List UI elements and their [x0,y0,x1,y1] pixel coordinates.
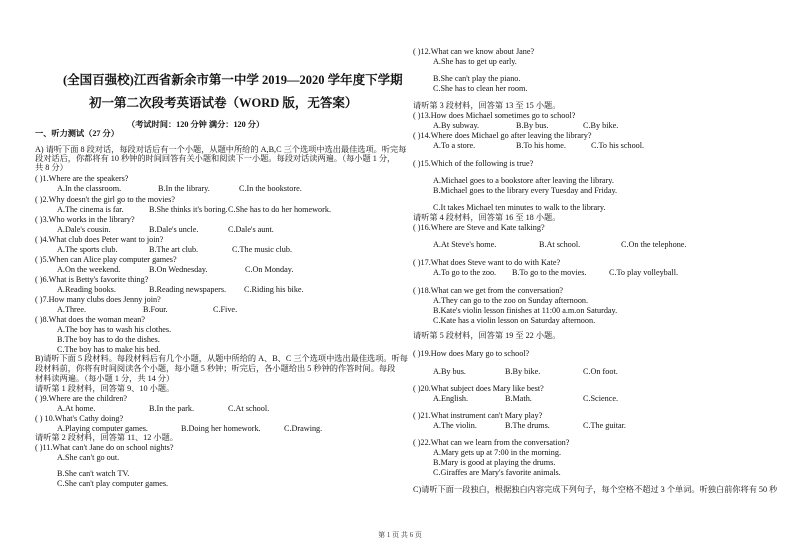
question-14-option-a: A.To a store. [433,141,476,150]
question-21-stem: ( )21.What instrument can't Mary play? [413,411,543,420]
question-12-stem: ( )12.What can we know about Jane? [413,47,535,56]
part-a-instruction-2: 段对话后，你都将有 10 秒钟的时间回答有关小题和阅读下一小题。每段对话读两遍。（每小题 1 分， [35,154,396,163]
question-15-option-c: C.It takes Michael ten minutes to walk to the library. [433,203,606,212]
question-15-option-a: A.Michael goes to a bookstore after leaving the library. [433,176,614,185]
question-17-option-c: C.To play volleyball. [609,268,679,277]
question-3-stem: ( )3.Who works in the library? [35,215,135,224]
material-2-instruction: 请听第 2 段材料，回答第 11、12 小题。 [35,433,178,442]
part-b-instruction-3: 材料读两遍。（每小题 1 分，共 14 分） [35,374,175,383]
question-21-option-c: C.The guitar. [583,421,626,430]
question-8-option-c: C.The boy has to make his bed. [57,345,161,354]
question-21-option-a: A.The violin. [433,421,477,430]
question-20-stem: ( )20.What subject does Mary like best? [413,384,544,393]
question-6-option-b: B.Reading newspapers. [149,285,227,294]
question-11-option-c: C.She can't play computer games. [57,479,169,488]
question-5-option-b: B.On Wednesday. [149,265,208,274]
question-16-option-b: B.At school. [539,240,581,249]
material-3-instruction: 请听第 3 段材料，回答第 13 至 15 小题。 [413,101,561,110]
question-15-option-b: B.Michael goes to the library every Tuesday and Friday. [433,186,618,195]
page-footer: 第 1 页 共 6 页 [378,531,422,539]
question-16-stem: ( )16.Where are Steve and Kate talking? [413,223,545,232]
question-12-option-b: B.She can't play the piano. [433,74,521,83]
material-1-instruction: 请听第 1 段材料，回答第 9、10 小题。 [35,384,175,393]
question-18-option-c: C.Kate has a violin lesson on Saturday afternoon. [433,316,596,325]
part-b-instruction-2: 段材料前，你将有时间阅读各个小题，每小题 5 秒钟；听完后，各小题给出 5 秒钟的作答时间。每段 [35,364,396,373]
part-a-instruction-1: A) 请听下面 8 段对话，每段对话后有一个小题，从题中所给的 A,B,C 三个选项中选出最佳选项。听完每 [35,145,407,154]
question-16-option-a: A.At Steve's home. [433,240,497,249]
question-7-option-a: A.Three. [57,305,87,314]
material-5-instruction: 请听第 5 段材料，回答第 19 至 22 小题。 [413,331,561,340]
question-13-option-b: B.By bus. [516,121,549,130]
question-22-option-c: C.Giraffes are Mary's favorite animals. [433,468,561,477]
question-1-option-a: A.In the classroom. [57,184,122,193]
question-11-stem: ( )11.What can't Jane do on school nights? [35,443,174,452]
question-20-option-a: A.English. [433,394,469,403]
question-1-option-b: B.In the library. [158,184,210,193]
question-14-option-c: C.To his school. [591,141,645,150]
question-3-option-a: A.Dale's cousin. [57,225,111,234]
question-13-stem: ( )13.How does Michael sometimes go to school? [413,111,576,120]
question-10-option-b: B.Doing her homework. [181,424,261,433]
question-17-stem: ( )17.What does Steve want to do with Kate? [413,258,561,267]
question-9-option-b: B.In the park. [149,404,195,413]
part-a-instruction-3: 共 8 分） [35,163,68,172]
question-4-option-a: A.The sports club. [57,245,118,254]
question-12-option-c: C.She has to clean her room. [433,84,528,93]
question-1-stem: ( )1.Where are the speakers? [35,174,129,183]
question-20-option-b: B.Math. [505,394,532,403]
question-22-option-a: A.Mary gets up at 7:00 in the morning. [433,448,562,457]
question-2-option-c: C.She has to do her homework. [228,205,332,214]
question-1-option-c: C.In the bookstore. [239,184,302,193]
question-4-stem: ( )4.What club does Peter want to join? [35,235,164,244]
question-13-option-a: A.By subway. [433,121,480,130]
question-7-option-c: C.Five. [213,305,238,314]
question-14-option-b: B.To his home. [516,141,566,150]
question-4-option-c: C.The music club. [232,245,293,254]
question-10-option-a: A.Playing computer games. [57,424,148,433]
question-3-option-b: B.Dale's uncle. [149,225,199,234]
question-22-stem: ( )22.What can we learn from the conversation? [413,438,570,447]
part-c-instruction: C)请听下面一段独白，根据独白内容完成下列句子，每个空格不超过 3 个单词。听独白前你将有 50 秒 [413,485,778,494]
question-10-stem: ( ) 10.What's Cathy doing? [35,414,124,423]
part-b-instruction-1: B)请听下面 5 段材料。每段材料后有几个小题，从题中所给的 A、B、C 三个选项中选出最佳选项。听每 [35,354,408,363]
question-19-option-b: B.By bike. [505,367,541,376]
question-9-stem: ( )9.Where are the children? [35,394,128,403]
question-7-stem: ( )7.How many clubs does Jenny join? [35,295,161,304]
question-22-option-b: B.Mary is good at playing the drums. [433,458,556,467]
question-8-option-a: A.The boy has to wash his clothes. [57,325,172,334]
question-6-stem: ( )6.What is Betty's favorite thing? [35,275,149,284]
question-19-option-a: A.By bus. [433,367,466,376]
question-5-option-a: A.On the weekend. [57,265,121,274]
section-title: 一、听力测试（27 分） [35,129,119,138]
material-4-instruction: 请听第 4 段材料，回答第 16 至 18 小题。 [413,213,561,222]
question-11-option-a: A.She can't go out. [57,453,120,462]
question-9-option-c: C.At school. [228,404,270,413]
question-14-stem: ( )14.Where does Michael go after leaving the library? [413,131,592,140]
question-13-option-c: C.By bike. [583,121,619,130]
question-18-option-a: A.They can go to the zoo on Sunday afternoon. [433,296,589,305]
question-6-option-a: A.Reading books. [57,285,116,294]
question-5-option-c: C.On Monday. [245,265,294,274]
exam-info: （考试时间：120 分钟 满分：120 分） [127,120,265,129]
question-2-option-a: A.The cinema is far. [57,205,124,214]
question-3-option-c: C.Dale's aunt. [228,225,274,234]
question-8-stem: ( )8.What does the woman mean? [35,315,146,324]
question-11-option-b: B.She can't watch TV. [57,469,130,478]
question-2-stem: ( )2.Why doesn't the girl go to the movies? [35,195,175,204]
question-6-option-c: C.Riding his bike. [244,285,304,294]
question-19-stem: ( )19.How does Mary go to school? [413,349,530,358]
question-18-option-b: B.Kate's violin lesson finishes at 11:00 a.m.on Saturday. [433,306,618,315]
question-18-stem: ( )18.What can we get from the conversation? [413,286,564,295]
title-line-1: (全国百强校)江西省新余市第一中学 2019—2020 学年度下学期 [63,73,403,87]
question-20-option-c: C.Science. [583,394,619,403]
question-8-option-b: B.The boy has to do the dishes. [57,335,160,344]
question-17-option-b: B.To go to the movies. [512,268,587,277]
question-5-stem: ( )5.When can Alice play computer games? [35,255,177,264]
question-4-option-b: B.The art club. [149,245,199,254]
question-15-stem: ( )15.Which of the following is true? [413,159,534,168]
question-12-option-a: A.She has to get up early. [433,57,517,66]
question-9-option-a: A.At home. [57,404,96,413]
question-21-option-b: B.The drums. [505,421,550,430]
question-7-option-b: B.Four. [143,305,168,314]
question-10-option-c: C.Drawing. [284,424,323,433]
question-2-option-b: B.She thinks it's boring. [149,205,228,214]
question-17-option-a: A.To go to the zoo. [433,268,497,277]
question-19-option-c: C.On foot. [583,367,618,376]
question-16-option-c: C.On the telephone. [621,240,687,249]
title-line-2: 初一第二次段考英语试卷（WORD 版，无答案） [89,96,358,110]
